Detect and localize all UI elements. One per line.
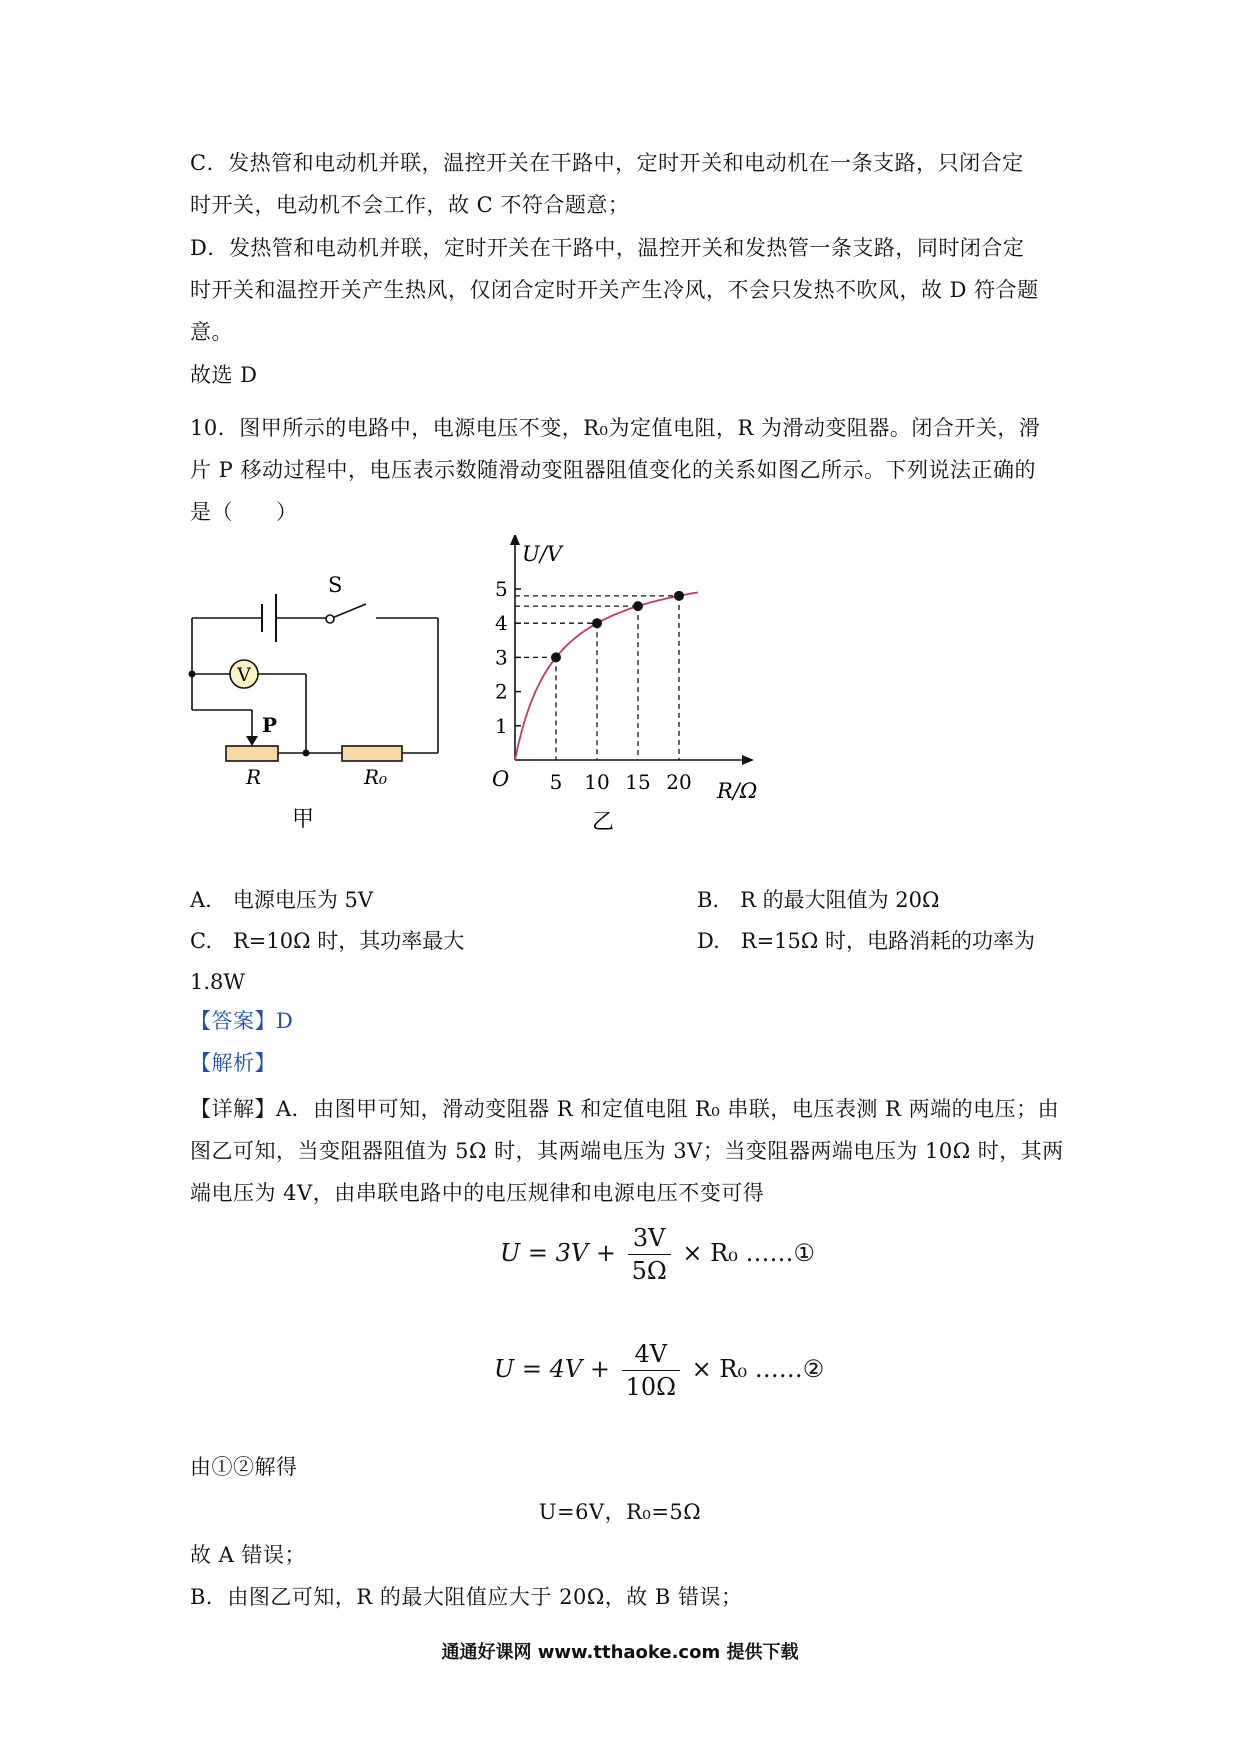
answer-line: 【答案】D: [190, 1009, 294, 1033]
question-line1: 10．图甲所示的电路中，电源电压不变，R₀为定值电阻，R 为滑动变阻器。闭合开关，滑: [190, 416, 1041, 440]
chart-caption: 乙: [592, 810, 615, 835]
y-tick-label-1: 2: [495, 679, 508, 704]
data-point-1: [592, 618, 602, 628]
r0-label: R₀: [364, 765, 388, 789]
series-curve: [515, 592, 698, 760]
data-point-3: [674, 591, 684, 601]
formula-1-numerator: 3V: [628, 1222, 671, 1255]
voltage-resistance-chart: [480, 535, 800, 835]
resistor-r0: [342, 746, 402, 761]
formula-1: [500, 1222, 815, 1287]
origin-label: O: [492, 767, 510, 791]
formula-2-denominator: 10Ω: [625, 1373, 677, 1401]
option-d: D. R=15Ω 时，电路消耗的功率为: [697, 929, 1035, 953]
question-line2: 片 P 移动过程中，电压表示数随滑动变阻器阻值变化的关系如图乙所示。下列说法正确的: [190, 458, 1036, 482]
paragraph-c-line1: C．发热管和电动机并联，温控开关在干路中，定时开关和电动机在一条支路，只闭合定: [190, 151, 1024, 175]
circuit-diagram: [180, 560, 480, 860]
detail-line3: 端电压为 4V，由串联电路中的电压规律和电源电压不变可得: [190, 1181, 765, 1205]
solve-result: U=6V，R₀=5Ω: [538, 1500, 702, 1524]
formula-2-fraction: [622, 1338, 680, 1403]
circuit-caption: 甲: [292, 807, 315, 832]
y-tick-label-2: 3: [495, 645, 508, 670]
detail-line2: 图乙可知，当变阻器阻值为 5Ω 时，其两端电压为 3V；当变阻器两端电压为 10Ω 时，其两: [190, 1139, 1064, 1163]
formula-2-rhs: × R₀ ……②: [691, 1355, 825, 1383]
y-axis-label: U/V: [522, 542, 562, 566]
option-a: A. 电源电压为 5V: [190, 888, 374, 912]
formula-1-fraction: [628, 1222, 671, 1287]
x-axis-label: R/Ω: [717, 779, 758, 803]
formula-1-lhs: U = 3V +: [500, 1239, 616, 1267]
switch-pivot: [326, 615, 334, 623]
option-b: B. R 的最大阻值为 20Ω: [697, 888, 940, 912]
y-tick-label-3: 4: [495, 611, 508, 636]
option-c: C. R=10Ω 时，其功率最大: [190, 929, 465, 953]
paragraph-c-line2: 时开关，电动机不会工作，故 C 不符合题意；: [190, 193, 630, 217]
y-axis-arrow: [510, 535, 520, 545]
r-label: R: [246, 765, 262, 789]
x-tick-label-1: 10: [584, 770, 610, 794]
a-wrong-line: 故 A 错误；: [190, 1543, 307, 1567]
y-tick-label-0: 1: [495, 713, 508, 738]
x-axis-arrow: [742, 755, 754, 765]
junction-dot-bottom: [303, 750, 310, 757]
formula-2: [494, 1338, 824, 1403]
paragraph-d-line2: 时开关和温控开关产生热风，仅闭合定时开关产生冷风，不会只发热不吹风，故 D 符合题: [190, 278, 1039, 302]
analysis-label: 【解析】: [190, 1051, 276, 1075]
option-d-continued: 1.8W: [190, 970, 245, 994]
y-tick-label-4: 5: [495, 577, 508, 601]
question-line3: 是（ ）: [190, 500, 298, 524]
switch-blade: [332, 604, 366, 618]
data-point-2: [633, 601, 643, 611]
switch-label: S: [328, 573, 343, 597]
solve-intro: 由①②解得: [190, 1455, 298, 1479]
voltmeter-label: V: [237, 664, 251, 686]
rheostat-r: [226, 746, 278, 761]
junction-dot-left: [189, 671, 196, 678]
x-tick-label-2: 15: [625, 770, 651, 794]
slider-label: P: [262, 713, 278, 737]
x-tick-label-3: 20: [666, 770, 692, 794]
b-line: B．由图乙可知，R 的最大阻值应大于 20Ω，故 B 错误；: [190, 1585, 743, 1609]
footer: 通通好课网 www.tthaoke.com 提供下载: [441, 1642, 799, 1663]
formula-1-denominator: 5Ω: [631, 1257, 667, 1285]
formula-1-rhs: × R₀ ……①: [682, 1239, 815, 1267]
detail-line1: 【详解】A．由图甲可知，滑动变阻器 R 和定值电阻 R₀ 串联，电压表测 R 两端的电压；由: [190, 1097, 1060, 1121]
data-point-0: [551, 652, 561, 662]
choose-line: 故选 D: [190, 363, 258, 387]
formula-2-lhs: U = 4V +: [494, 1355, 610, 1383]
formula-2-numerator: 4V: [622, 1338, 680, 1371]
slider-arrow: [246, 736, 258, 746]
paragraph-d-line3: 意。: [190, 320, 233, 344]
x-tick-label-0: 5: [549, 770, 563, 794]
paragraph-d-line1: D．发热管和电动机并联，定时开关在干路中，温控开关和发热管一条支路，同时闭合定: [190, 236, 1025, 260]
